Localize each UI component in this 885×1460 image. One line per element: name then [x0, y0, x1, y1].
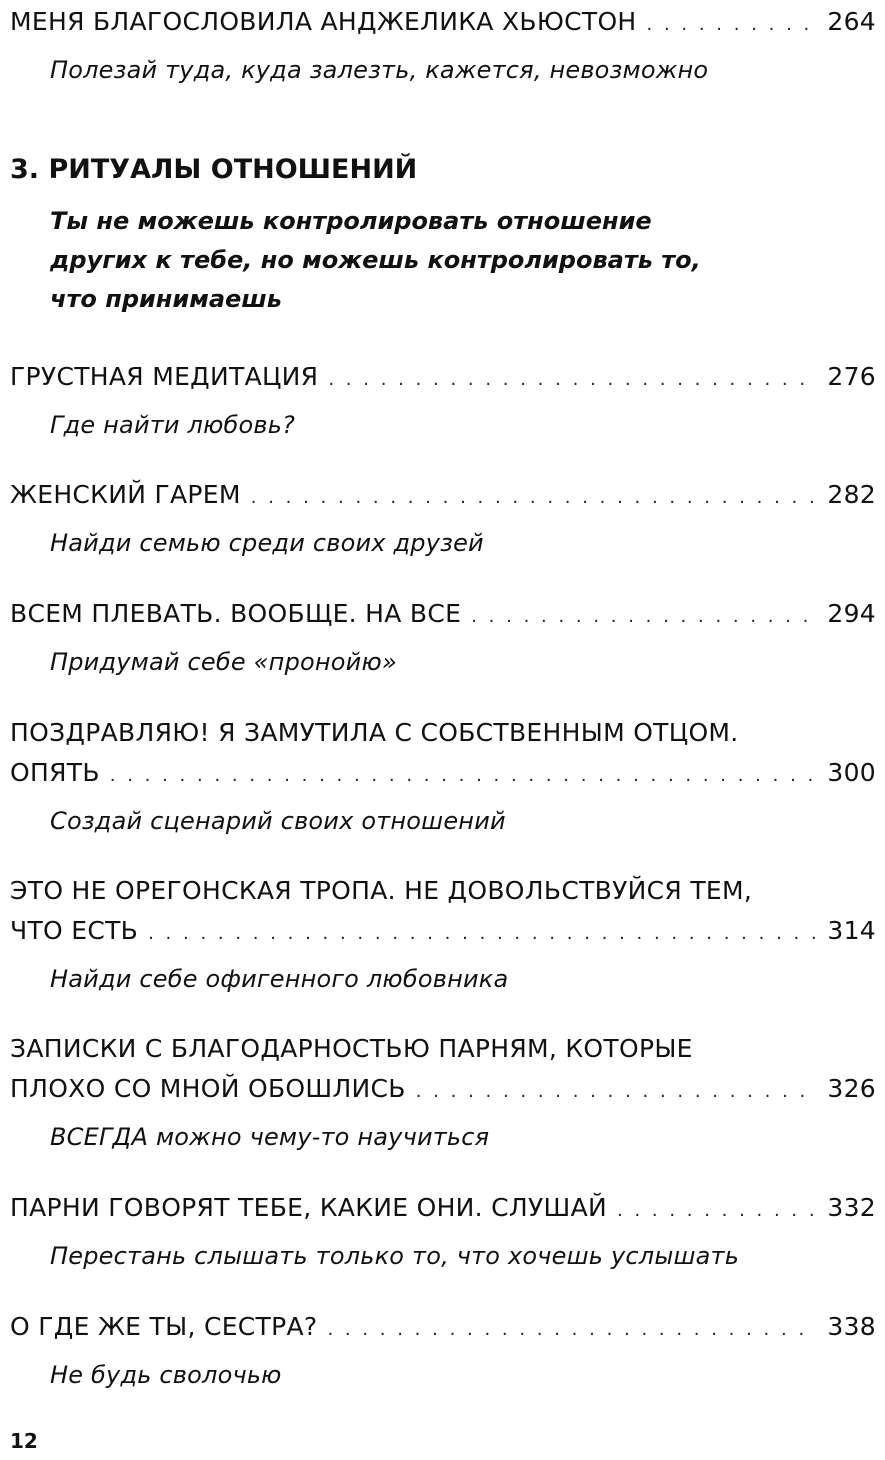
toc-entry-page: 264: [827, 7, 876, 36]
dot-leader: [617, 1191, 817, 1231]
page-number: 12: [10, 1429, 38, 1453]
toc-entry-title-line: [10, 357, 876, 400]
toc-entry-title: ЖЕНСКИЙ ГАРЕМ: [10, 480, 241, 509]
toc-entry-subtitle: ВСЕГДА можно чему-то научиться: [50, 1123, 490, 1151]
toc-entry: [10, 475, 876, 560]
toc-entry-title-line: [10, 911, 876, 954]
toc-entry-page: 294: [827, 599, 876, 628]
toc-entry: [10, 1029, 876, 1154]
toc-entry: [10, 713, 876, 838]
toc-entry-title-line: [10, 2, 876, 45]
dot-leader: [416, 1072, 818, 1112]
toc-entry-title-line: [10, 713, 876, 753]
toc-entry-title: ЭТО НЕ ОРЕГОНСКАЯ ТРОПА. НЕ ДОВОЛЬСТВУЙСЯ ТЕМ,: [10, 876, 753, 905]
dot-leader: [327, 1310, 817, 1350]
toc-entry: [10, 2, 876, 87]
toc-entry-title-line: [10, 1069, 876, 1112]
toc-entry-title: ГРУСТНАЯ МЕДИТАЦИЯ: [10, 362, 319, 391]
toc-entry-title: ПОЗДРАВЛЯЮ! Я ЗАМУТИЛА С СОБСТВЕННЫМ ОТЦОМ.: [10, 718, 739, 747]
toc-entry-page: 282: [827, 480, 876, 509]
toc-entry-subtitle: Не будь сволочью: [50, 1361, 282, 1389]
epigraph-line: Ты не можешь контролировать отношение: [50, 207, 652, 235]
section-epigraph: [10, 202, 876, 319]
toc-entry-subtitle: Полезай туда, куда залезть, кажется, невозможно: [50, 56, 709, 84]
toc-entry: [10, 357, 876, 442]
toc-entry-page: 300: [827, 758, 876, 787]
section-title: 3. РИТУАЛЫ ОТНОШЕНИЙ: [10, 154, 418, 185]
toc-entry: [10, 871, 876, 996]
toc-entry: [10, 1307, 876, 1392]
toc-entry-title: ЗАПИСКИ С БЛАГОДАРНОСТЬЮ ПАРНЯМ, КОТОРЫЕ: [10, 1034, 693, 1063]
dot-leader: [110, 756, 818, 796]
toc-entry: [10, 594, 876, 679]
toc-entry: [10, 1188, 876, 1273]
toc-entry-title-line: [10, 475, 876, 518]
toc-entry-title: МЕНЯ БЛАГОСЛОВИЛА АНДЖЕЛИКА ХЬЮСТОН: [10, 7, 637, 36]
dot-leader: [328, 360, 817, 400]
toc-entry-title: ВСЕМ ПЛЕВАТЬ. ВООБЩЕ. НА ВСЕ: [10, 599, 462, 628]
toc-entry-page: 332: [827, 1193, 876, 1222]
dot-leader: [251, 478, 818, 518]
toc-entry-page: 338: [827, 1312, 876, 1341]
toc-entry-subtitle: Придумай себе «пронойю»: [50, 648, 397, 676]
toc-entry-title: ПАРНИ ГОВОРЯТ ТЕБЕ, КАКИЕ ОНИ. СЛУШАЙ: [10, 1193, 607, 1222]
toc-entry-title-line: [10, 594, 876, 637]
toc-entry-title: О ГДЕ ЖЕ ТЫ, СЕСТРА?: [10, 1312, 318, 1341]
toc-entry-title-line: [10, 753, 876, 796]
dot-leader: [148, 914, 817, 954]
toc-entry-page: 314: [827, 916, 876, 945]
toc-entry-title-line: [10, 1307, 876, 1350]
toc-entry-title-continued: ЧТО ЕСТЬ: [10, 916, 139, 945]
toc-entry-subtitle: Найди семью среди своих друзей: [50, 529, 484, 557]
toc-entry-title-line: [10, 1029, 876, 1069]
toc-entry-subtitle: Найди себе офигенного любовника: [50, 965, 509, 993]
toc-entry-title-line: [10, 871, 876, 911]
epigraph-line: других к тебе, но можешь контролировать то,: [50, 246, 701, 274]
toc-entry-title-line: [10, 1188, 876, 1231]
toc-entry-title-continued: ОПЯТЬ: [10, 758, 100, 787]
epigraph-line: что принимаешь: [50, 285, 282, 313]
toc-entry-page: 276: [827, 362, 876, 391]
dot-leader: [647, 5, 818, 45]
toc-entry-subtitle: Где найти любовь?: [50, 411, 296, 439]
section-heading-block: [10, 150, 876, 319]
toc-entry-subtitle: Создай сценарий своих отношений: [50, 807, 506, 835]
toc-entry-title-continued: ПЛОХО СО МНОЙ ОБОШЛИСЬ: [10, 1074, 406, 1103]
toc-entry-subtitle: Перестань слышать только то, что хочешь услышать: [50, 1242, 740, 1270]
toc-entry-page: 326: [827, 1074, 876, 1103]
dot-leader: [471, 597, 817, 637]
